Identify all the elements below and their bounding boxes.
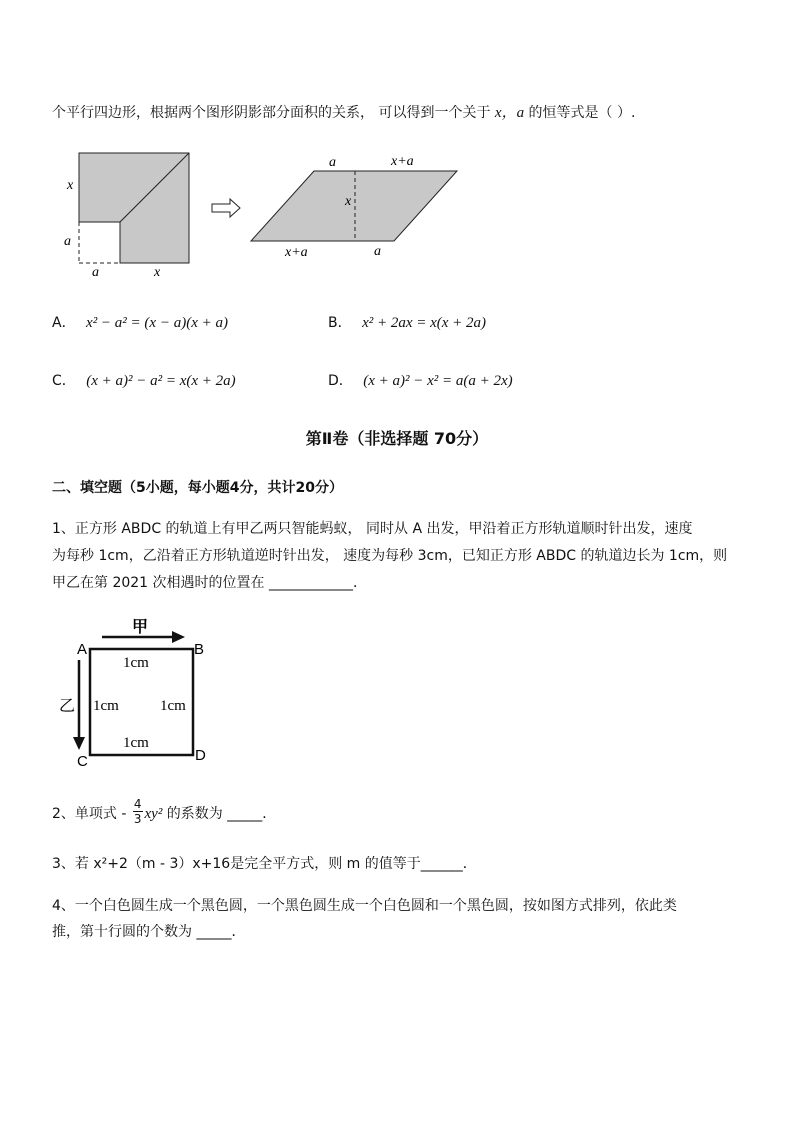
label-x-bottom: x — [154, 265, 161, 280]
option-c-formula: (x + a)² − a² = x(x + 2a) — [86, 373, 236, 389]
label-yi: 乙 — [59, 696, 76, 715]
vertex-c: C — [77, 753, 88, 770]
vertex-d: D — [195, 747, 206, 764]
edge-top: 1cm — [123, 655, 149, 671]
square-figure — [64, 153, 189, 280]
q3-line: 3、若 x²+2（m - 3）x+16是完全平方式，则 m 的值等于______． — [52, 856, 477, 872]
label-a-top: a — [329, 155, 336, 170]
option-a-label: A． — [52, 315, 76, 331]
edge-right: 1cm — [160, 698, 186, 714]
parallelogram-figure — [251, 154, 457, 260]
label-a-bottom-par: a — [374, 244, 381, 259]
label-xa-top: x+a — [391, 154, 414, 169]
label-a-left: a — [64, 234, 71, 249]
option-d-formula: (x + a)² − x² = a(a + 2x) — [363, 373, 513, 389]
yi-arrow-head-icon — [73, 737, 85, 750]
option-d-label: D． — [328, 373, 353, 389]
vertex-a: A — [77, 641, 88, 658]
jia-arrow-head-icon — [172, 631, 185, 643]
q4-line1: 4、一个白色圆生成一个黑色圆，一个黑色圆生成一个白色圆和一个黑色圆，按如图方式排列，依此类 — [52, 898, 677, 914]
q2-term: xy² — [144, 806, 163, 822]
parallelogram-shape — [251, 171, 457, 241]
q2-denominator: 3 — [133, 812, 142, 826]
option-a-formula: x² − a² = (x − a)(x + a) — [86, 315, 228, 331]
edge-left: 1cm — [93, 698, 119, 714]
option-b[interactable] — [328, 312, 486, 332]
q1-line2: 为每秒 1cm，乙沿着正方形轨道逆时针出发， 速度为每秒 3cm，已知正方形 ABDC 的轨道边长为 1cm，则 — [52, 548, 728, 564]
intro-text-before: 个平行四边形，根据两个图形阴影部分面积的关系， 可以得到一个关于 — [52, 105, 495, 121]
option-b-label: B． — [328, 315, 352, 331]
right-arrow-icon — [212, 199, 240, 217]
edge-bottom: 1cm — [123, 735, 149, 751]
q4-line2: 推，第十行圆的个数为 _____． — [52, 924, 246, 940]
option-d[interactable] — [328, 370, 513, 390]
label-a-bottom: a — [92, 265, 99, 280]
fill-section-title: 二、填空题（5小题，每小题4分，共计20分） — [52, 480, 343, 496]
q2-fraction — [133, 797, 143, 826]
intro-vars: x，a — [494, 105, 525, 121]
label-jia: 甲 — [132, 617, 149, 636]
q2-line — [52, 797, 276, 833]
option-c[interactable] — [52, 370, 236, 390]
label-x-left: x — [67, 178, 74, 193]
q1-line3: 甲乙在第 2021 次相遇时的位置在 ____________． — [52, 575, 367, 591]
label-xa-bottom: x+a — [285, 245, 308, 260]
q2-numerator: 4 — [133, 797, 142, 811]
option-b-formula: x² + 2ax = x(x + 2a) — [362, 315, 487, 331]
option-a[interactable] — [52, 312, 228, 332]
q1-line1: 1、正方形 ABDC 的轨道上有甲乙两只智能蚂蚁， 同时从 A 出发，甲沿着正方形轨道顺时针出发，速度 — [52, 521, 693, 537]
option-c-label: C． — [52, 373, 76, 389]
figure-square-track — [50, 612, 270, 782]
vertex-b: B — [194, 641, 205, 658]
intro-text-after: 的恒等式是（ ）. — [524, 105, 636, 121]
q2-prefix: 2、单项式 - — [52, 806, 127, 822]
q2-suffix: 的系数为 _____． — [162, 806, 277, 822]
label-x-mid: x — [345, 194, 352, 209]
section-title: 第Ⅱ卷（非选择题 70分） — [305, 429, 489, 448]
figure-square-parallelogram — [0, 0, 794, 300]
